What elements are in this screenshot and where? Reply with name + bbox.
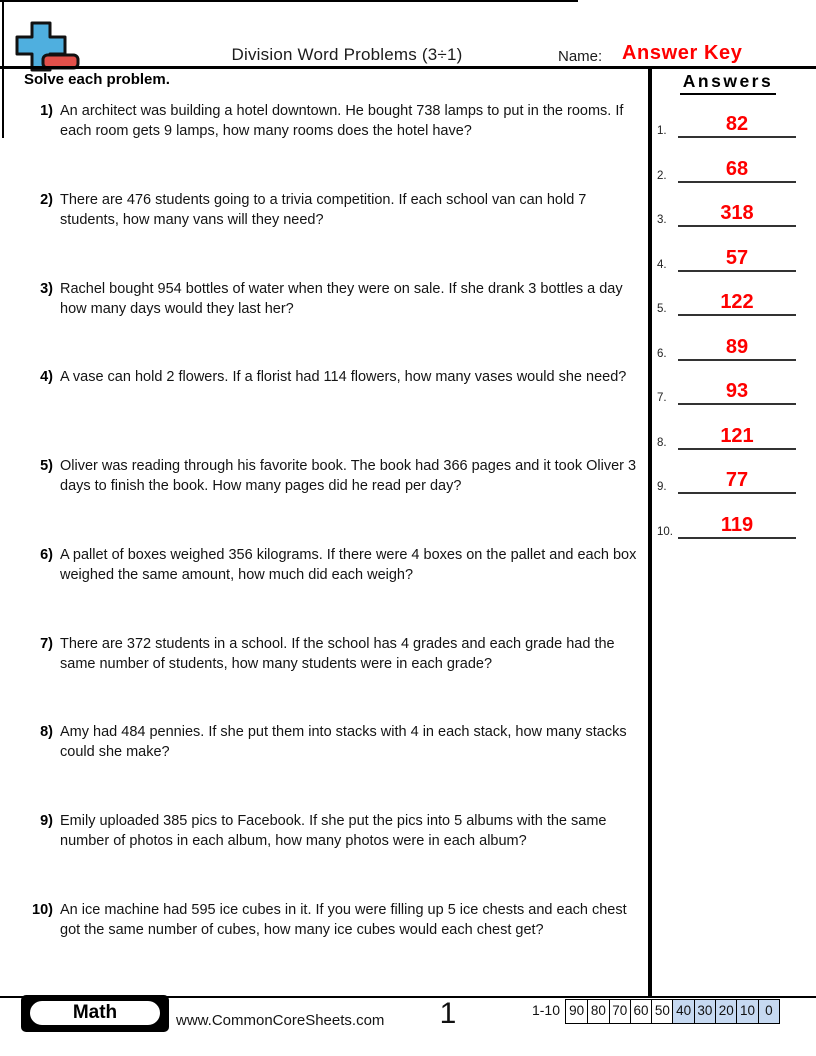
problem-text: Emily uploaded 385 pics to Facebook. If she put the pics into 5 albums with the same number of photos in each album, how many photos were in each album? [60,813,607,849]
score-cell: 10 [736,1000,757,1023]
problem-number: 3) [40,281,53,297]
score-cell: 30 [694,1000,715,1023]
answer-value: 68 [678,159,796,183]
score-cell: 40 [672,1000,693,1023]
answer-number: 2. [657,170,667,182]
answer-number: 3. [657,214,667,226]
score-cell: 20 [715,1000,736,1023]
answer-number: 10. [657,526,673,538]
answer-value: 82 [678,114,796,138]
answers-heading-wrap [654,71,802,95]
answer-row [652,289,802,316]
problem-number: 10) [32,902,53,918]
answer-number: 4. [657,259,667,271]
top-edge-line [0,0,578,2]
subject-badge [21,995,169,1032]
score-cell: 70 [609,1000,630,1023]
answer-row [652,111,802,138]
problem-text: Oliver was reading through his favorite book. The book had 366 pages and it took Oliver 3 days to finish the book. How many pages did he read per day? [60,458,637,494]
problem-text: There are 372 students in a school. If the school has 4 grades and each grade had the same number of students, how many students were in each grade? [60,636,615,672]
score-table [565,999,780,1024]
answer-row [652,378,802,405]
header-rule [0,66,816,69]
answer-value: 318 [678,203,796,227]
problem-number: 4) [40,369,53,385]
answer-value: 89 [678,337,796,361]
answer-key-label: Answer Key [622,42,743,64]
answer-value: 122 [678,292,796,316]
problem-row [24,812,648,851]
problem-number: 9) [40,813,53,829]
problem-row [24,280,648,319]
answer-value: 119 [678,515,796,539]
score-range-label: 1-10 [531,1002,560,1018]
problem-number: 7) [40,636,53,652]
answer-number: 5. [657,303,667,315]
score-cell: 90 [569,1003,585,1018]
answer-value: 121 [678,426,796,450]
answer-row [652,156,802,183]
problem-text: Rachel bought 954 bottles of water when they were on sale. If she drank 3 bottles a day how many days would they last her? [60,281,623,317]
problem-text: An ice machine had 595 ice cubes in it. If you were filling up 5 ice chests and each chest got the same number of cubes, how many ice cubes would each chest get? [60,902,627,938]
problem-row [24,191,648,230]
answer-row [652,245,802,272]
problem-text: An architect was building a hotel downtown. He bought 738 lamps to put in the rooms. If each room gets 9 lamps, how many rooms does the hotel have? [60,103,624,139]
problem-text: There are 476 students going to a trivia competition. If each school van can hold 7 students, how many vans will they need? [60,192,587,228]
problem-number: 5) [40,458,53,474]
problem-number: 8) [40,724,53,740]
problem-text: Amy had 484 pennies. If she put them into stacks with 4 in each stack, how many stacks could she make? [60,724,627,760]
page-number: 1 [439,997,457,1030]
problem-text: A vase can hold 2 flowers. If a florist had 114 flowers, how many vases would she need? [60,369,627,385]
problem-row [24,102,648,141]
answer-row [652,512,802,539]
answer-number: 8. [657,437,667,449]
problem-row [24,457,648,496]
problem-row [24,368,648,388]
score-cell: 0 [758,1000,779,1023]
problem-number: 6) [40,547,53,563]
problem-row [24,546,648,585]
score-cell: 80 [587,1000,608,1023]
problem-row [24,635,648,674]
answer-number: 1. [657,125,667,137]
problem-number: 2) [40,192,53,208]
answer-row [652,200,802,227]
problem-text: A pallet of boxes weighed 356 kilograms. If there were 4 boxes on the pallet and each box weighed the same amount, how much did each weigh? [60,547,637,583]
problem-number: 1) [40,103,53,119]
answer-value: 77 [678,470,796,494]
answer-row [652,467,802,494]
score-cell: 60 [630,1000,651,1023]
score-cell: 50 [651,1000,672,1023]
worksheet-title: Division Word Problems (3÷1) [231,45,463,64]
name-label: Name: [558,48,603,65]
answer-value: 57 [678,248,796,272]
subject-label: Math [29,1000,161,1026]
problem-row [24,901,648,940]
problem-row [24,723,648,762]
answer-row [652,423,802,450]
answer-number: 6. [657,348,667,360]
answer-number: 9. [657,481,667,493]
left-edge-line [2,0,4,138]
answer-number: 7. [657,392,667,404]
answer-row [652,334,802,361]
instruction-text: Solve each problem. [24,71,170,88]
answers-heading: Answers [680,71,776,95]
website-text: www.CommonCoreSheets.com [176,1012,385,1029]
answer-value: 93 [678,381,796,405]
